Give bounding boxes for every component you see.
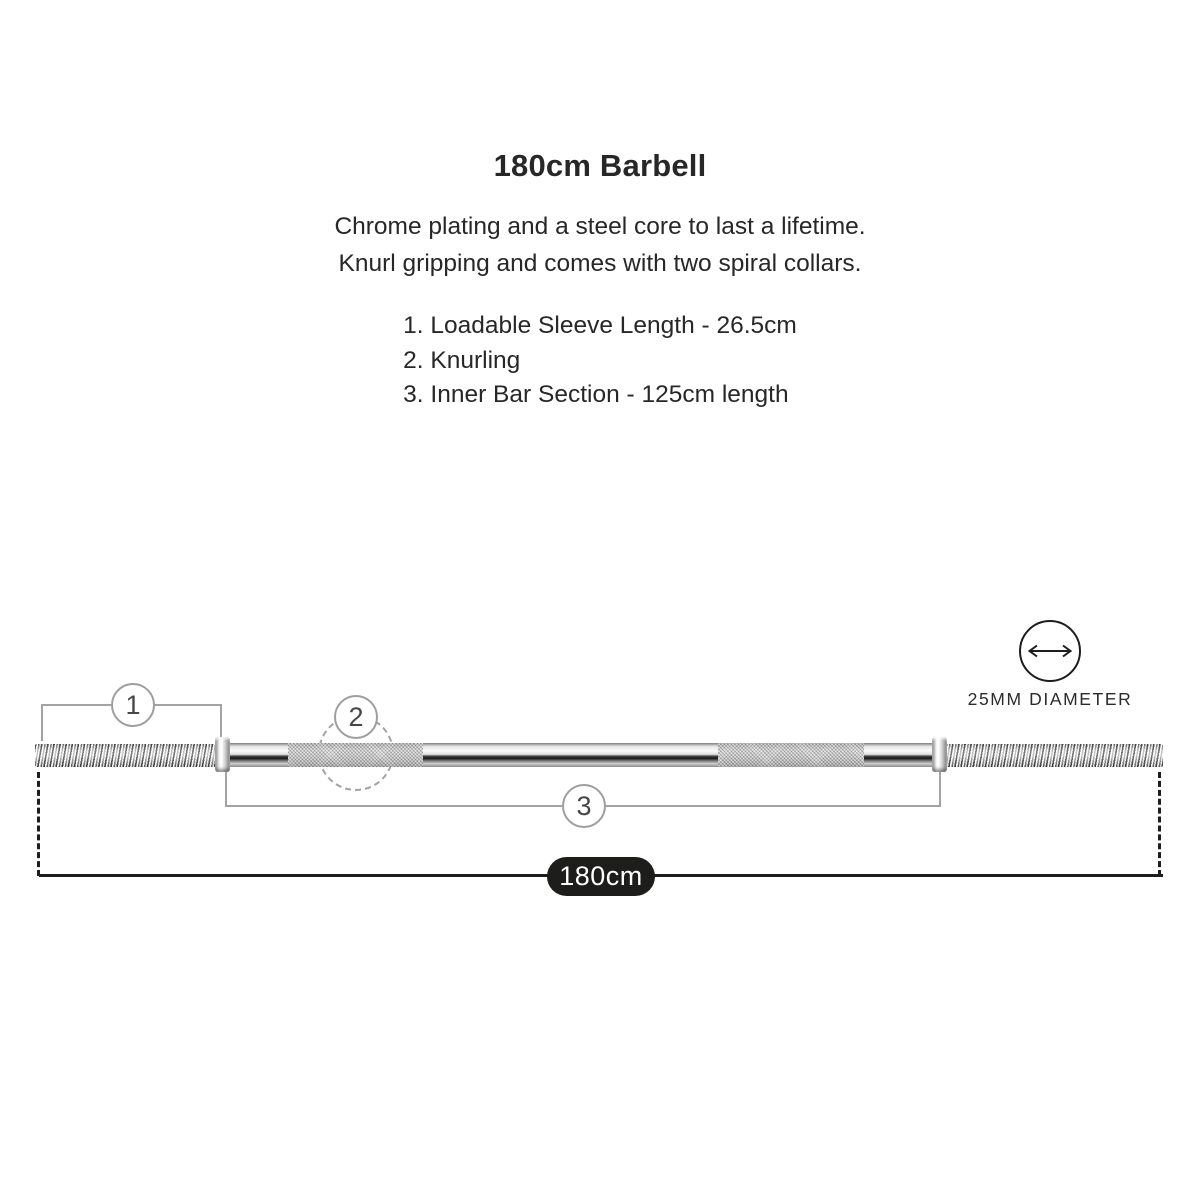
total-length-label: 180cm — [559, 861, 643, 891]
feature-item-1: 1. Loadable Sleeve Length - 26.5cm — [403, 312, 797, 339]
diameter-label: 25MM DIAMETER — [967, 689, 1133, 709]
feature-item-3: 3. Inner Bar Section - 125cm length — [403, 381, 789, 408]
barbell-knurl-section-left — [288, 743, 423, 767]
callout-number-3: 3 — [576, 790, 592, 821]
header-block — [0, 148, 1200, 413]
description-line-1: Chrome plating and a steel core to last a lifetime. — [334, 213, 866, 240]
barbell-smooth-section-left — [229, 743, 289, 767]
barbell-threaded-sleeve-right — [946, 744, 1163, 767]
barbell-collar-left — [215, 737, 230, 772]
length-extension-line-right — [1158, 772, 1161, 876]
length-extension-line-left — [37, 772, 40, 876]
barbell-collar-right — [932, 737, 947, 772]
diameter-arrow-icon — [1026, 643, 1074, 659]
barbell-smooth-section-center — [423, 743, 719, 767]
callout-number-1: 1 — [125, 689, 141, 720]
diameter-indicator-circle — [1019, 620, 1081, 682]
barbell-threaded-sleeve-left — [35, 744, 216, 767]
barbell-smooth-section-right — [864, 743, 933, 767]
page-title: 180cm Barbell — [493, 148, 707, 183]
callout-number-2: 2 — [348, 701, 364, 732]
feature-item-2: 2. Knurling — [403, 346, 521, 374]
callout-badge-2 — [334, 695, 378, 739]
callout-badge-3 — [562, 784, 606, 828]
total-length-badge — [547, 857, 655, 896]
description-line-2: Knurl gripping and comes with two spiral collars. — [338, 250, 862, 277]
feature-list — [0, 309, 1200, 413]
barbell-knurl-section-right — [718, 743, 865, 767]
callout-badge-1 — [111, 683, 155, 727]
product-description — [0, 208, 1200, 282]
